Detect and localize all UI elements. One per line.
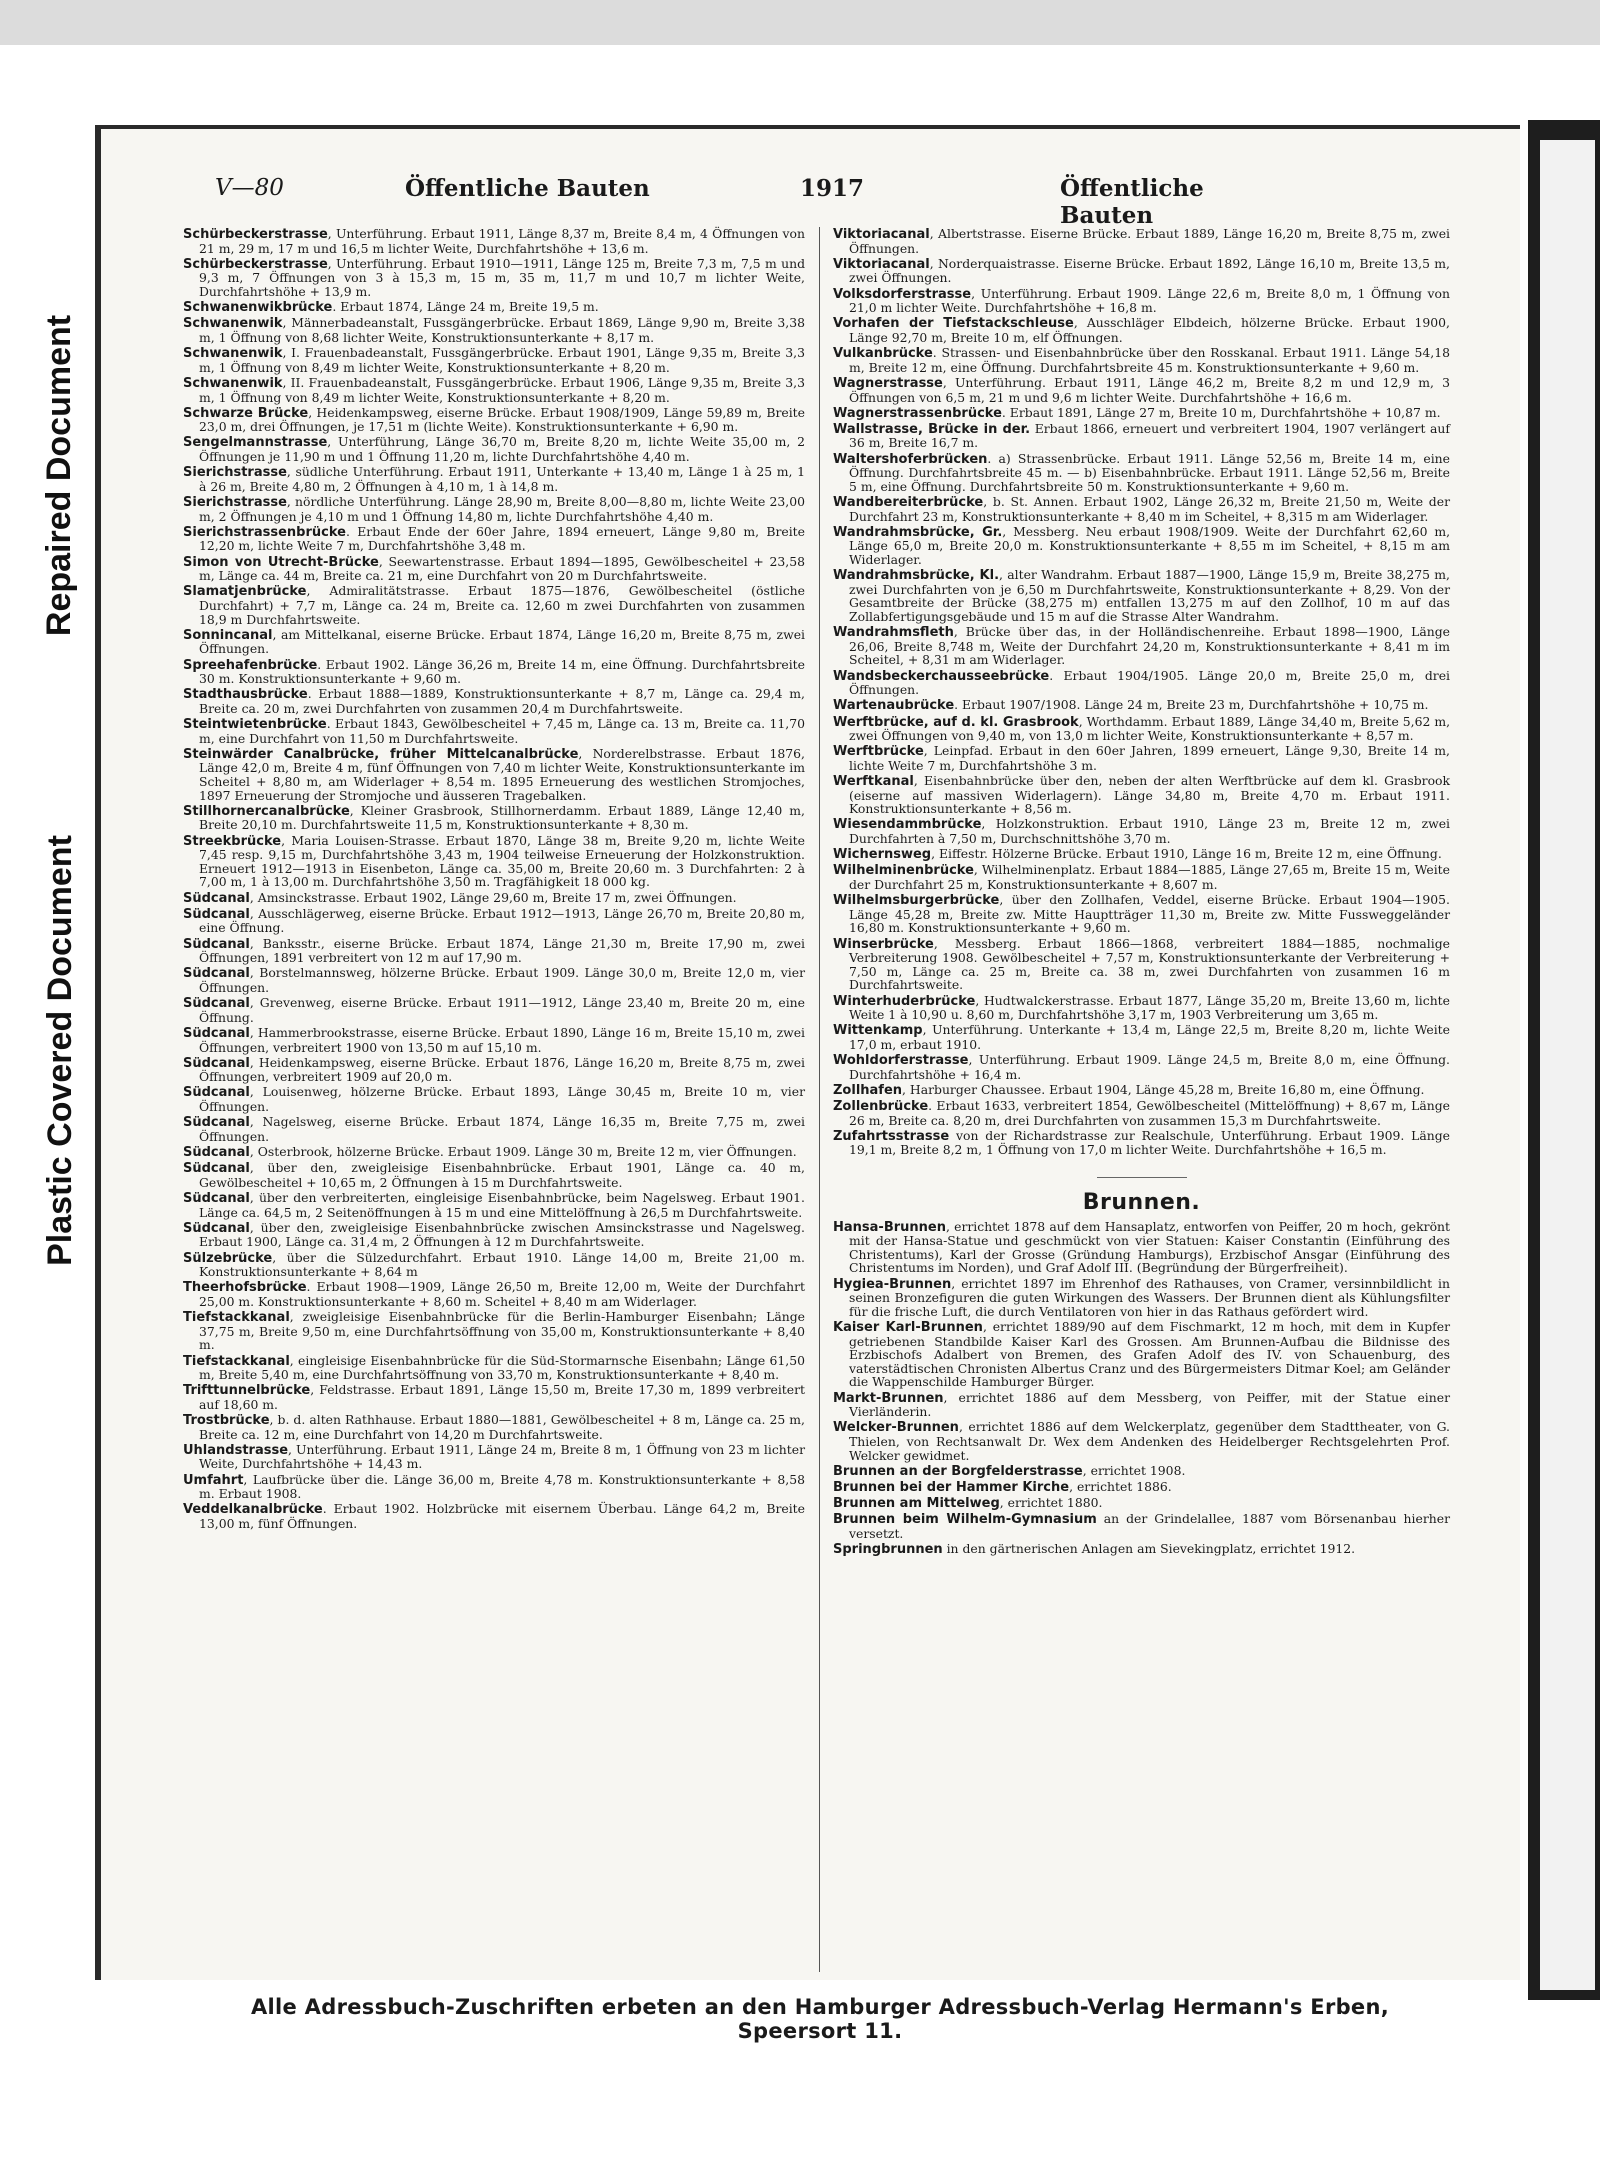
list-item — [183, 1115, 805, 1143]
entry-keyword: Sierichstrassenbrücke — [183, 524, 346, 540]
entry-keyword: Werftbrücke — [833, 744, 924, 760]
entry-text: , Ausschlägerweg, eiserne Brücke. Erbaut 1912—1913, Länge 26,70 m, Breite 20,80 m, eine Öffnung. — [199, 905, 805, 936]
list-item — [833, 893, 1450, 935]
entry-keyword: Brunnen am Mittelweg — [833, 1496, 1000, 1512]
entry-text: . Erbaut Ende der 60er Jahre, 1894 erneuert, Länge 9,80 m, Breite 12,20 m, lichte Weite 7 m, Durchfahrtshöhe 3,48 m. — [199, 523, 805, 554]
list-item — [183, 891, 805, 906]
page-number: V—80 — [215, 175, 284, 201]
list-item — [183, 1473, 805, 1501]
label-plastic-covered-text: Plastic Covered Document — [40, 834, 79, 1266]
list-item — [183, 1221, 805, 1249]
entry-keyword: Viktoriacanal — [833, 227, 930, 242]
list-item — [183, 525, 805, 553]
entry-text: , Wilhelminenplatz. Erbaut 1884—1885, Länge 27,65 m, Breite 15 m, Weite der Durchfahrt 25 m, Konstruktionsunterkante + 8,607 m. — [849, 862, 1450, 892]
list-item — [183, 1280, 805, 1308]
entry-text: von der Richardstrasse zur Realschule, Unterführung. Erbaut 1909. Länge 19,1 m, Breite 8,2 m, 1 Öffnung von 17,0 m lichter Weite. Durchfahrtshöhe + 16,5 m. — [849, 1127, 1450, 1158]
list-item — [833, 257, 1450, 285]
entry-keyword: Spreehafenbrücke — [183, 657, 318, 673]
list-item — [183, 435, 805, 463]
entry-keyword: Schwanenwikbrücke — [183, 300, 333, 316]
list-item — [833, 698, 1450, 713]
list-item — [833, 1277, 1450, 1319]
right-column-entries — [833, 227, 1450, 1157]
entry-keyword: Südcanal — [183, 966, 250, 982]
entry-text: , Unterführung. Erbaut 1909. Länge 22,6 m, Breite 8,0 m, 1 Öffnung von 21,0 m lichter Weite. Durchfahrtshöhe + 16,8 m. — [849, 285, 1450, 316]
entry-keyword: Schürbeckerstrasse — [183, 227, 328, 242]
entry-text: , Feldstrasse. Erbaut 1891, Länge 15,50 m, Breite 17,30 m, 1899 verbreitert auf 18,60 m. — [199, 1382, 805, 1412]
list-item — [183, 300, 805, 315]
list-item — [183, 465, 805, 493]
brunnen-entries — [833, 1220, 1450, 1557]
list-item — [833, 744, 1450, 772]
entry-text: , Laufbrücke über die. Länge 36,00 m, Breite 4,78 m. Konstruktionsunterkante + 8,58 m. Erbaut 1908. — [199, 1471, 805, 1502]
entry-text: , Maria Louisen-Strasse. Erbaut 1870, Länge 38 m, Breite 9,20 m, lichte Weite 7,45 resp. 9,15 m, Durchfahrtshöhe 3,43 m, 1904 teilweise Erneuerung der Holzkonstruktion. Erneuert 1912—1913 in Eisenbeton, Länge ca. 35,00 m, Breite 20,60 m. 3 Durchfahrten: 2 à 7,00 m, 1 à 13,00 m. Durchfahrtshöhe 3,50 m. Tragfähigkeit 18 000 kg. — [199, 832, 805, 890]
scan-top-shadow — [0, 0, 1600, 45]
list-item — [833, 625, 1450, 667]
entry-text: , über den verbreiterten, eingleisige Eisenbahnbrücke, beim Nagelsweg. Erbaut 1901. Länge ca. 64,5 m, 2 Seitenöffnungen à 15 m und eine Mittelöffnung à 26,5 m Durchfahrtsweite. — [199, 1190, 805, 1220]
list-item — [833, 669, 1450, 697]
entry-text: , südliche Unterführung. Erbaut 1911, Unterkante + 13,40 m, Länge 1 à 25 m, 1 à 26 m, Breite 4,80 m, 2 Öffnungen à 4,10 m, 1 à 14,8 m. — [199, 464, 805, 494]
entry-keyword: Trifttunnelbrücke — [183, 1383, 311, 1399]
entry-keyword: Tiefstackkanal — [183, 1353, 290, 1369]
entry-text: , Hammerbrookstrasse, eiserne Brücke. Erbaut 1890, Länge 16 m, Breite 15,10 m, zwei Öffnungen, verbreitert 1900 von 13,50 m auf 15,10 m. — [199, 1024, 805, 1055]
list-item — [833, 227, 1450, 255]
entry-keyword: Wandrahmsbrücke, Gr. — [833, 524, 1003, 540]
list-item — [183, 376, 805, 404]
list-item — [183, 1085, 805, 1113]
list-item — [183, 1413, 805, 1441]
entry-text: , eingleisige Eisenbahnbrücke für die Süd-Stormarnsche Eisenbahn; Länge 61,50 m, Breite 5,40 m, eine Durchfahrtsöffnung von 33,70 m, Konstruktionsunterkante + 8,40 m. — [199, 1352, 805, 1383]
list-item — [833, 1512, 1450, 1540]
entry-text: . Erbaut 1843, Gewölbescheitel + 7,45 m, Länge ca. 13 m, Breite ca. 11,70 m, eine Durchfahrt von 11,50 m Durchfahrtsweite. — [199, 716, 805, 746]
entry-keyword: Südcanal — [183, 1220, 250, 1236]
entry-text: , Unterführung. Erbaut 1911, Länge 8,37 m, Breite 8,4 m, 4 Öffnungen von 21 m, 29 m, 17 m und 16,5 m lichter Weite, Durchfahrtshöhe + 13,6 m. — [199, 226, 805, 256]
entry-text: , am Mittelkanal, eiserne Brücke. Erbaut 1874, Länge 16,20 m, Breite 8,75 m, zwei Öffnungen. — [199, 626, 805, 657]
entry-keyword: Südcanal — [183, 890, 250, 906]
entry-text: , zweigleisige Eisenbahnbrücke für die Berlin-Hamburger Eisenbahn; Länge 37,75 m, Breite 9,50 m, eine Durchfahrtsöffnung von 35,00 m, Konstruktionsunterkante + 8,40 m. — [199, 1309, 805, 1353]
entry-keyword: Sülzebrücke — [183, 1250, 273, 1266]
entry-text: , Worthdamm. Erbaut 1889, Länge 34,40 m, Breite 5,62 m, zwei Öffnungen von 9,40 m, von 13,0 m lichter Weite, Konstruktionsunterkante + 8,57 m. — [849, 713, 1451, 744]
list-item — [183, 1354, 805, 1382]
entry-keyword: Stadthausbrücke — [183, 687, 308, 703]
section-separator — [1097, 1177, 1187, 1178]
entry-text: , Unterführung, Länge 36,70 m, Breite 8,20 m, lichte Weite 35,00 m, 2 Öffnungen je 11,90 m und 1 Öffnung 11,20 m, lichte Durchfahrtshöhe 4,40 m. — [199, 434, 805, 465]
list-item — [833, 774, 1450, 816]
list-item — [183, 227, 805, 255]
list-item — [183, 966, 805, 994]
entry-keyword: Welcker-Brunnen — [833, 1420, 959, 1436]
entry-keyword: Kaiser Karl-Brunnen — [833, 1319, 983, 1335]
entry-keyword: Winterhuderbrücke — [833, 993, 976, 1009]
entry-text: , Brücke über das, in der Holländischenreihe. Erbaut 1898—1900, Länge 26,06, Breite 8,748 m, Weite der Durchfahrt 24,20 m, Konstruktionsunterkante + 8,41 m im Scheitel, + 8,31 m am Widerlager. — [849, 624, 1450, 668]
entry-text: , Unterführung. Erbaut 1909. Länge 24,5 m, Breite 8,0 m, eine Öffnung. Durchfahrtshöhe + 16,4 m. — [849, 1052, 1450, 1082]
brunnen-heading: Brunnen. — [1082, 1190, 1201, 1216]
entry-text: , Nagelsweg, eiserne Brücke. Erbaut 1874, Länge 16,35 m, Breite 7,75 m, zwei Öffnungen. — [199, 1114, 805, 1144]
entry-keyword: Südcanal — [183, 936, 250, 952]
entry-text: , über die Sülzedurchfahrt. Erbaut 1910. Länge 14,00 m, Breite 21,00 m. Konstruktionsunterkante + 8,64 m — [199, 1249, 805, 1280]
entry-keyword: Veddelkanalbrücke — [183, 1502, 323, 1518]
entry-text: , errichtet 1889/90 auf dem Fischmarkt, 12 m hoch, mit dem in Kupfer getriebenen Standbilde Kaiser Karl des Grossen. Am Brunnen-Aufbau die Bildnisse des Erzbischofs Adalbert von Bremen, des Grafen Adolf des IV. von Schauenburg, des vaterstädtischen Chronisten Albertus Cranz und des Bürgermeisters Ditmar Koel; am Geländer die Wappenschilde Hamburger Bürger. — [849, 1318, 1450, 1390]
entry-keyword: Wohldorferstrasse — [833, 1053, 969, 1069]
list-item — [183, 257, 805, 299]
list-item — [183, 687, 805, 715]
entry-keyword: Vorhafen der Tiefstackschleuse — [833, 316, 1074, 332]
list-item — [833, 1496, 1450, 1511]
entry-text: , Grevenweg, eiserne Brücke. Erbaut 1911—1912, Länge 23,40 m, Breite 20 m, eine Öffnung. — [199, 995, 805, 1025]
list-item — [183, 1161, 805, 1189]
entry-keyword: Wiesendammbrücke — [833, 817, 982, 833]
entry-keyword: Wartenaubrücke — [833, 698, 955, 714]
list-item — [833, 346, 1450, 374]
side-labels — [20, 220, 100, 1330]
entry-keyword: Werftkanal — [833, 774, 914, 790]
entry-text: , b. St. Annen. Erbaut 1902, Länge 26,32 m, Breite 21,50 m, Weite der Durchfahrt 23 m, Konstruktionsunterkante + 8,40 m im Scheitel, + 8,315 m am Widerlager. — [849, 494, 1450, 524]
entry-text: , Leinpfad. Erbaut in den 60er Jahren, 1899 erneuert, Länge 9,30, Breite 14 m, lichte Weite 7 m, Durchfahrtshöhe 3 m. — [849, 743, 1450, 773]
entry-keyword: Zufahrtsstrasse — [833, 1128, 950, 1144]
list-item — [833, 994, 1450, 1022]
entry-keyword: Zollenbrücke — [833, 1099, 929, 1115]
list-item — [833, 1220, 1450, 1275]
entry-keyword: Südcanal — [183, 906, 250, 922]
header-year: 1917 — [800, 175, 865, 202]
entry-keyword: Slamatjenbrücke — [183, 584, 307, 600]
entry-keyword: Brunnen bei der Hammer Kirche — [833, 1479, 1070, 1495]
entry-keyword: Viktoriacanal — [833, 256, 930, 272]
entry-text: , Eisenbahnbrücke über den, neben der alten Werftbrücke auf dem kl. Grasbrook (eiserne auf massiven Widerlagern). Länge 34,80 m, Breite 4,70 m. Erbaut 1911. Konstruktionsunterkante + 8,56 m. — [849, 773, 1450, 817]
list-item — [833, 937, 1450, 992]
entry-text: , Osterbrook, hölzerne Brücke. Erbaut 1909. Länge 30 m, Breite 12 m, vier Öffnungen. — [249, 1144, 797, 1160]
list-item — [833, 1480, 1450, 1495]
entry-text: , Norderelbstrasse. Erbaut 1876, Länge 42,0 m, Breite 4 m, fünf Öffnungen von 7,40 m lichter Weite, Konstruktionsunterkante im Scheitel + 8,80 m, am Widerlager + 8,54 m. 1895 Erneuerung des westlichen Stromjoches, 1897 Erneuerung der Stromjoche und äusseren Tragebalken. — [199, 745, 805, 803]
entry-text: . Erbaut 1633, verbreitert 1854, Gewölbescheitel (Mittelöffnung) + 8,67 m, Länge 26 m, Breite ca. 8,20 m, drei Durchfahrten von zusammen 15,3 m Durchfahrtsweite. — [849, 1098, 1450, 1128]
entry-text: . Erbaut 1891, Länge 27 m, Breite 10 m, Durchfahrtshöhe + 10,87 m. — [1001, 404, 1441, 420]
entry-text: , Unterführung. Unterkante + 13,4 m, Länge 22,5 m, Breite 8,20 m, lichte Weite 17,0 m, erbaut 1910. — [849, 1022, 1450, 1052]
entry-keyword: Sierichstrasse — [183, 465, 287, 481]
entry-keyword: Brunnen an der Borgfelderstrasse — [833, 1463, 1083, 1479]
entry-text: , über den, zweigleisige Eisenbahnbrücke zwischen Amsinckstrasse und Nagelsweg. Erbaut 1900, Länge ca. 31,4 m, 2 Öffnungen à 12 m Durchfahrtsweite. — [199, 1219, 805, 1250]
entry-keyword: Wagnerstrasse — [833, 375, 943, 391]
entry-keyword: Springbrunnen — [833, 1542, 943, 1558]
entry-text: Erbaut 1866, erneuert und verbreitert 1904, 1907 verlängert auf 36 m, Breite 16,7 m. — [849, 420, 1450, 451]
entry-keyword: Schwarze Brücke — [183, 405, 309, 421]
list-item — [833, 715, 1450, 743]
entry-keyword: Volksdorferstrasse — [833, 286, 972, 302]
entry-keyword: Südcanal — [183, 1055, 250, 1071]
entry-text: , errichtet 1886. — [1069, 1478, 1172, 1494]
entry-keyword: Südcanal — [183, 1115, 250, 1131]
entry-keyword: Uhlandstrasse — [183, 1442, 289, 1458]
list-item — [183, 996, 805, 1024]
entry-keyword: Steinwärder Canalbrücke, früher Mittelcanalbrücke — [183, 746, 579, 762]
list-item — [833, 568, 1450, 623]
entry-text: , über den Zollhafen, Veddel, eiserne Brücke. Erbaut 1904—1905. Länge 45,28 m, Breite zw. Mitte Hauptträger 11,30 m, Breite zw. Mitte Fussweggeländer 16,80 m. Konstruktionsunterkante + 9,60 m. — [849, 892, 1450, 936]
entry-text: , Seewartenstrasse. Erbaut 1894—1895, Gewölbescheitel + 23,58 m, Länge ca. 44 m, Breite ca. 21 m, eine Durchfahrt von 20 m Durchfahrtsweite. — [199, 553, 805, 584]
entry-keyword: Wilhelminenbrücke — [833, 863, 974, 879]
entry-keyword: Wagnerstrassenbrücke — [833, 405, 1002, 421]
list-item — [183, 1502, 805, 1530]
list-item — [183, 1251, 805, 1279]
entry-text: , Borstelmannsweg, hölzerne Brücke. Erbaut 1909. Länge 30,0 m, Breite 12,0 m, vier Öffnungen. — [199, 965, 805, 995]
entry-text: , Messberg. Erbaut 1866—1868, verbreitert 1884—1885, nochmalige Verbreiterung 1908. Gewölbescheitel + 7,57 m, Konstruktionsunterkante der Verbreiterung + 7,50 m, Länge ca. 25 m, Breite ca. 38 m, zwei Durchfahrten von zusammen 16 m Durchfahrtsweite. — [849, 935, 1450, 993]
list-item — [183, 804, 805, 832]
entry-keyword: Steintwietenbrücke — [183, 717, 327, 733]
list-item — [833, 1083, 1450, 1098]
list-item — [833, 1420, 1450, 1462]
entry-keyword: Wandrahmsfleth — [833, 625, 954, 641]
page-header — [105, 175, 1225, 229]
list-item — [833, 1053, 1450, 1081]
entry-keyword: Schürbeckerstrasse — [183, 256, 328, 272]
entry-keyword: Südcanal — [183, 996, 250, 1012]
list-item — [183, 1383, 805, 1411]
label-plastic-covered — [20, 770, 100, 1330]
entry-text: in den gärtnerischen Anlagen am Sievekingplatz, errichtet 1912. — [942, 1541, 1356, 1557]
entry-text: , Messberg. Neu erbaut 1908/1909. Weite der Durchfahrt 62,60 m, Länge 65,0 m, Breite 20,0 m. Konstruktionsunterkante + 8,55 m im Scheitel, + 8,15 m am Widerlager. — [849, 523, 1451, 567]
entry-keyword: Brunnen beim Wilhelm-Gymnasium — [833, 1512, 1097, 1528]
entry-text: , II. Frauenbadeanstalt, Fussgängerbrücke. Erbaut 1906, Länge 9,35 m, Breite 3,3 m, 1 Öffnung von 8,49 m lichter Weite, Konstruktionsunterkante + 8,20 m. — [199, 374, 805, 405]
list-item — [183, 495, 805, 523]
entry-text: . Erbaut 1907/1908. Länge 24 m, Breite 23 m, Durchfahrtshöhe + 10,75 m. — [954, 697, 1429, 713]
entry-text: , errichtet 1897 im Ehrenhof des Rathauses, von Cramer, versinnbildlicht in seinen Bronzefiguren die guten Wirkungen des Wassers. Der Brunnen dient als Kühlungsfilter für die frische Luft, die durch Ventilatoren von hier in das Rathaus gefördert wird. — [849, 1275, 1450, 1319]
entry-text: , b. d. alten Rathhause. Erbaut 1880—1881, Gewölbescheitel + 8 m, Länge ca. 25 m, Breite ca. 12 m, eine Durchfahrt von 14,20 m Durchfahrtsweite. — [199, 1412, 805, 1442]
list-item — [183, 1191, 805, 1219]
list-item — [183, 658, 805, 686]
entry-keyword: Simon von Utrecht-Brücke — [183, 554, 379, 570]
entry-keyword: Südcanal — [183, 1025, 250, 1041]
list-item — [183, 555, 805, 583]
entry-text: . Erbaut 1888—1889, Konstruktionsunterkante + 8,7 m, Länge ca. 29,4 m, Breite ca. 20 m, zwei Durchfahrten von zusammen 20,4 m Durchfahrtsweite. — [199, 686, 805, 716]
entry-keyword: Sierichstrasse — [183, 495, 287, 511]
list-item — [183, 834, 805, 889]
entry-text: . Erbaut 1902. Länge 36,26 m, Breite 14 m, eine Öffnung. Durchfahrtsbreite 30 m. Konstruktionsunterkante + 9,60 m. — [199, 656, 805, 687]
list-item — [183, 1056, 805, 1084]
right-column — [833, 227, 1450, 1558]
list-item — [833, 525, 1450, 567]
entry-text: , Unterführung. Erbaut 1910—1911, Länge 125 m, Breite 7,3 m, 7,5 m und 9,3 m, 7 Öffnungen von 3 à 15,3 m, 15 m, 35 m, 11,7 m und 10,7 m lichter Weite, Durchfahrtshöhe + 13,9 m. — [199, 255, 805, 299]
entry-keyword: Schwanenwik — [183, 316, 283, 332]
entry-text: , errichtet 1908. — [1082, 1462, 1186, 1478]
entry-keyword: Waltershoferbrücken — [833, 451, 988, 467]
entry-text: , Kleiner Grasbrook, Stillhornerdamm. Erbaut 1889, Länge 12,40 m, Breite 20,10 m. Durchfahrtsweite 11,5 m, Konstruktionsunterkante + 8,30 m. — [199, 802, 805, 833]
entry-keyword: Werftbrücke, auf d. kl. Grasbrook — [833, 714, 1079, 730]
list-item — [183, 1145, 805, 1160]
entry-text: . a) Strassenbrücke. Erbaut 1911. Länge 52,56 m, Breite 14 m, eine Öffnung. Durchfahrtsbreite 45 m. — b) Eisenbahnbrücke. Erbaut 1911. Länge 52,56 m, Breite 5 m, eine Öffnung. Durchfahrtsbreite 50 m. Konstruktionsunterkante + 9,60 m. — [849, 450, 1450, 494]
entry-keyword: Tiefstackkanal — [183, 1310, 290, 1326]
entry-keyword: Wandsbeckerchausseebrücke — [833, 668, 1050, 684]
list-item — [183, 316, 805, 344]
entry-text: , Ausschläger Elbdeich, hölzerne Brücke. Erbaut 1900, Länge 92,70 m, Breite 10 m, elf Öffnungen. — [849, 315, 1450, 345]
list-item — [833, 406, 1450, 421]
list-item — [833, 847, 1450, 862]
entry-keyword: Streekbrücke — [183, 833, 282, 849]
list-item — [833, 452, 1450, 494]
list-item — [183, 406, 805, 434]
entry-text: , Harburger Chaussee. Erbaut 1904, Länge 45,28 m, Breite 16,80 m, eine Öffnung. — [902, 1081, 1425, 1097]
publisher-footer: Alle Adressbuch-Zuschriften erbeten an den Hamburger Adressbuch-Verlag Hermann's Erben, Speersort 11. — [250, 1995, 1390, 2043]
entry-keyword: Südcanal — [183, 1191, 250, 1206]
entry-keyword: Stillhornercanalbrücke — [183, 803, 350, 819]
list-item — [183, 1310, 805, 1352]
list-item — [833, 1464, 1450, 1479]
entry-keyword: Winserbrücke — [833, 936, 934, 952]
column-divider — [819, 227, 820, 1972]
entry-text: , Albertstrasse. Eiserne Brücke. Erbaut 1889, Länge 16,20 m, Breite 8,75 m, zwei Öffnungen. — [849, 226, 1450, 256]
entry-keyword: Trostbrücke — [183, 1413, 270, 1429]
entry-text: , Männerbadeanstalt, Fussgängerbrücke. Erbaut 1869, Länge 9,90 m, Breite 3,38 m, 1 Öffnung von 8,68 lichter Weite, Konstruktionsunterkante + 8,17 m. — [199, 315, 805, 345]
entry-text: . Strassen- und Eisenbahnbrücke über den Rosskanal. Erbaut 1911. Länge 54,18 m, Breite 12 m, eine Öffnung. Durchfahrtsbreite 45 m. Konstruktionsunterkante + 9,60 m. — [849, 345, 1450, 375]
list-item — [183, 937, 805, 965]
list-item — [833, 863, 1450, 891]
entry-text: , Banksstr., eiserne Brücke. Erbaut 1874, Länge 21,30 m, Breite 17,90 m, zwei Öffnungen, 1891 verbreitert von 12 m auf 17,90 m. — [199, 935, 805, 966]
entry-text: , Amsinckstrasse. Erbaut 1902, Länge 29,60 m, Breite 17 m, zwei Öffnungen. — [249, 889, 737, 905]
entry-text: , Heidenkampsweg, eiserne Brücke. Erbaut 1908/1909, Länge 59,89 m, Breite 23,0 m, drei Öffnungen, je 17,51 m (lichte Weite). Konstruktionsunterkante + 6,90 m. — [199, 404, 805, 435]
list-item — [183, 584, 805, 626]
label-repaired — [20, 220, 100, 730]
list-item — [833, 376, 1450, 404]
list-item — [183, 907, 805, 935]
entry-keyword: Schwanenwik — [183, 346, 283, 362]
entry-keyword: Zollhafen — [833, 1082, 903, 1098]
entry-text: . Erbaut 1874, Länge 24 m, Breite 19,5 m. — [332, 299, 599, 315]
entry-keyword: Sengelmannstrasse — [183, 435, 328, 451]
next-page-edge — [1540, 140, 1595, 1990]
list-item — [833, 1320, 1450, 1389]
entry-text: , Norderquaistrasse. Eiserne Brücke. Erbaut 1892, Länge 16,10 m, Breite 13,5 m, zwei Öffnungen. — [849, 255, 1450, 286]
entry-keyword: Umfahrt — [183, 1472, 244, 1488]
entry-text: , Unterführung. Erbaut 1911, Länge 46,2 m, Breite 8,2 m und 12,9 m, 3 Öffnungen von 6,5 m, 21 m und 9,6 m lichter Weite. Durchfahrtshöhe + 16,6 m. — [849, 374, 1450, 405]
entry-text: an der Grindelallee, 1887 vom Börsenanbau hierher versetzt. — [849, 1511, 1450, 1541]
entry-keyword: Sonnincanal — [183, 627, 273, 643]
list-item — [833, 287, 1450, 315]
entry-text: . Erbaut 1904/1905. Länge 20,0 m, Breite 25,0 m, drei Öffnungen. — [849, 667, 1450, 698]
entry-text: , I. Frauenbadeanstalt, Fussgängerbrücke. Erbaut 1901, Länge 9,35 m, Breite 3,3 m, 1 Öffnung von 8,49 m lichter Weite, Konstruktionsunterkante + 8,20 m. — [199, 345, 805, 375]
entry-text: , errichtet 1886 auf dem Welckerplatz, gegenüber dem Stadttheater, von G. Thielen, von Rechtsanwalt Dr. Wex dem Andenken des Heidelberger Rechtsgelehrten Prof. Welcker gewidmet. — [849, 1419, 1450, 1463]
entry-text: , Heidenkampsweg, eiserne Brücke. Erbaut 1876, Länge 16,20 m, Breite 8,75 m, zwei Öffnungen, verbreitert 1909 auf 20,0 m. — [199, 1054, 805, 1085]
entry-text: , Holzkonstruktion. Erbaut 1910, Länge 23 m, Breite 12 m, zwei Durchfahrten à 7,50 m, Durchschnittshöhe 3,70 m. — [849, 816, 1450, 847]
entry-text: , Admiralitätstrasse. Erbaut 1875—1876, Gewölbescheitel (östliche Durchfahrt) + 7,7 m, Länge ca. 24 m, Breite ca. 12,60 m zwei Durchfahrten von zusammen 18,9 m Durchfahrtsweite. — [199, 583, 805, 627]
list-item — [833, 1023, 1450, 1051]
entry-keyword: Theerhofsbrücke — [183, 1280, 307, 1296]
entry-keyword: Südcanal — [183, 1085, 250, 1101]
entry-keyword: Südcanal — [183, 1145, 250, 1161]
entry-text: , Eiffestr. Hölzerne Brücke. Erbaut 1910, Länge 16 m, Breite 12 m, eine Öffnung. — [931, 846, 1442, 862]
list-item — [183, 1026, 805, 1054]
list-item — [833, 316, 1450, 344]
entry-keyword: Wilhelmsburgerbrücke — [833, 893, 1000, 909]
entry-text: , Unterführung. Erbaut 1911, Länge 24 m, Breite 8 m, 1 Öffnung von 23 m lichter Weite, Durchfahrtshöhe + 14,43 m. — [199, 1441, 805, 1472]
list-item — [833, 1391, 1450, 1419]
list-item — [183, 346, 805, 374]
list-item — [833, 1099, 1450, 1127]
entry-text: , errichtet 1886 auf dem Messberg, von Peiffer, mit der Statue einer Vierländerin. — [849, 1389, 1450, 1420]
entry-keyword: Wichernsweg — [833, 847, 932, 863]
list-item — [833, 422, 1450, 450]
entry-text: , nördliche Unterführung. Länge 28,90 m, Breite 8,00—8,80 m, lichte Weite 23,00 m, 2 Öffnungen je 4,10 m und 1 Öffnung 14,80 m, lichte Durchfahrtshöhe 4,40 m. — [199, 494, 805, 524]
entry-keyword: Schwanenwik — [183, 375, 283, 391]
header-right-title: Öffentliche Bauten — [1060, 175, 1204, 229]
entry-keyword: Wallstrasse, Brücke in der. — [833, 421, 1031, 437]
entry-text: , Hudtwalckerstrasse. Erbaut 1877, Länge 35,20 m, Breite 13,60 m, lichte Weite 1 à 10,90 u. 8,60 m, Durchfahrtshöhe 3,17 m, 1903 Verbreiterung um 3,65 m. — [849, 992, 1450, 1023]
entry-text: , errichtet 1880. — [999, 1495, 1103, 1511]
entry-keyword: Markt-Brunnen — [833, 1390, 944, 1406]
entry-text: , errichtet 1878 auf dem Hansaplatz, entworfen von Peiffer, 20 m hoch, gekrönt mit der Hansa-Statue und geschmückt von vier Statuen: Kaiser Constantin (Einführung des Christentums), Karl der Grosse (Gründung Hamburgs), Erzbischof Ansgar (Einführung des Christentums im Norden), und Graf Adolf III. (Begründung der Bürgerfreiheit). — [849, 1218, 1450, 1276]
label-repaired-text: Repaired Document — [40, 314, 79, 636]
entry-keyword: Wandrahmsbrücke, Kl. — [833, 568, 1000, 584]
list-item — [833, 1129, 1450, 1157]
list-item — [183, 1443, 805, 1471]
list-item — [833, 1542, 1450, 1557]
left-column — [183, 227, 805, 1532]
entry-keyword: Vulkanbrücke — [833, 346, 933, 362]
entry-keyword: Hansa-Brunnen — [833, 1219, 946, 1235]
list-item — [183, 747, 805, 802]
entry-keyword: Wittenkamp — [833, 1023, 923, 1039]
list-item — [183, 628, 805, 656]
entry-text: , Louisenweg, hölzerne Brücke. Erbaut 1893, Länge 30,45 m, Breite 10 m, vier Öffnungen. — [199, 1084, 805, 1115]
header-left-title: Öffentliche Bauten — [405, 175, 650, 202]
entry-keyword: Südcanal — [183, 1161, 250, 1177]
entry-text: . Erbaut 1902. Holzbrücke mit eisernem Überbau. Länge 64,2 m, Breite 13,00 m, fünf Öffnungen. — [199, 1501, 805, 1531]
entry-keyword: Hygiea-Brunnen — [833, 1276, 952, 1292]
entry-text: , alter Wandrahm. Erbaut 1887—1900, Länge 15,9 m, Breite 38,275 m, zwei Durchfahrten von je 6,50 m Durchfahrtsweite, Konstruktionsunterkante + 8,29. Von der Gesamtbreite der Brücke (38,275 m) entfallen 13,275 m auf den Zollhof, 10 m auf das Zollabfertigungsgebäude und 15 m auf die Strasse Alter Wandrahm. — [849, 567, 1450, 624]
entry-keyword: Wandbereiterbrücke — [833, 495, 984, 511]
entry-text: . Erbaut 1908—1909, Länge 26,50 m, Breite 12,00 m, Weite der Durchfahrt 25,00 m. Konstruktionsunterkante + 8,60 m. Scheitel + 8,40 m am Widerlager. — [199, 1279, 805, 1309]
list-item — [183, 717, 805, 745]
list-item — [833, 495, 1450, 523]
entry-text: , über den, zweigleisige Eisenbahnbrücke. Erbaut 1901, Länge ca. 40 m, Gewölbescheitel + 10,65 m, 2 Öffnungen à 15 m Durchfahrtsweite. — [199, 1160, 805, 1190]
list-item — [833, 817, 1450, 845]
